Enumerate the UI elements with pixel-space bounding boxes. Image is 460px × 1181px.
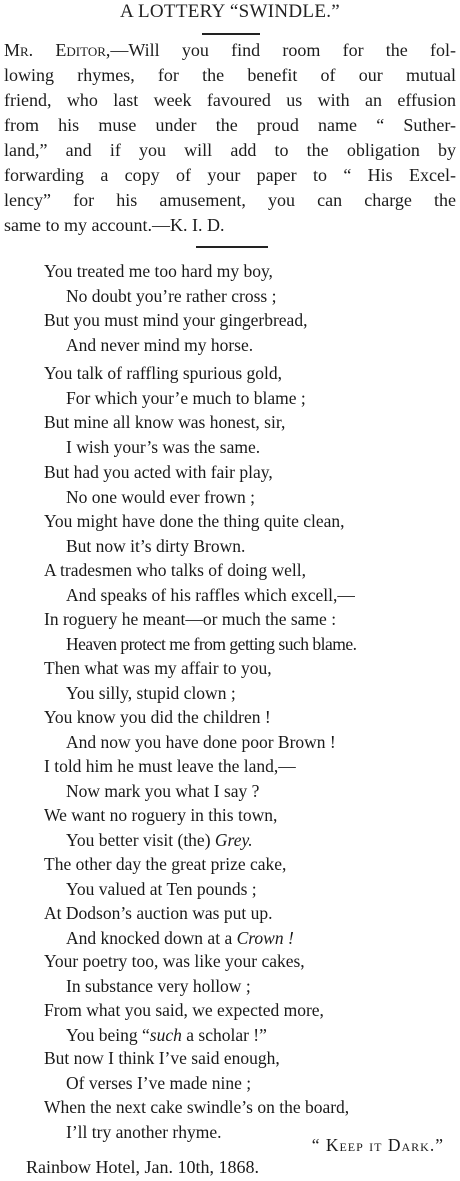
poem-stanza: [0, 460, 460, 558]
poem-line: You silly, stupid clown ;: [66, 682, 236, 703]
poem-line: You treated me too hard my boy,: [44, 261, 273, 281]
title-divider: [202, 33, 260, 35]
poem-line: You talk of raffling spurious gold,: [44, 363, 283, 383]
letter-line: lency” for his amusement, you can charge the: [4, 190, 456, 210]
poem-line: But now I think I’ve said enough,: [44, 1048, 280, 1068]
poem-stanza: [0, 1046, 460, 1144]
letter-line: lowing rhymes, for the benefit of our mutual: [4, 65, 456, 85]
poem-line: For which your’e much to blame ;: [66, 387, 306, 408]
poem-line: You might have done the thing quite clean,: [44, 511, 345, 531]
poem-stanza: [0, 949, 460, 1047]
poem-line: You valued at Ten pounds ;: [66, 878, 257, 899]
poem-line: We want no roguery in this town,: [44, 805, 278, 825]
salutation: Mr. Editor,: [4, 40, 111, 60]
poem-line: But now it’s dirty Brown.: [66, 535, 246, 556]
signature: “ Keep it Dark.”: [311, 1135, 444, 1155]
poem-stanza: [0, 754, 460, 852]
poem-line: And now you have done poor Brown !: [66, 731, 336, 752]
poem-line: You better visit (the) Grey.: [66, 829, 253, 850]
poem-line: Heaven protect me from getting such blame.: [66, 633, 357, 654]
letter-line: from his muse under the proud name “ Suther-: [4, 115, 456, 135]
letter-line: land,” and if you will add to the obligation by: [4, 140, 456, 160]
letter-line: same to my account.—K. I. D.: [4, 215, 225, 235]
poem-line: And never mind my horse.: [66, 334, 254, 355]
poem-line: But mine all know was honest, sir,: [44, 412, 286, 432]
poem-line: In substance very hollow ;: [66, 975, 251, 996]
poem-line: You being “such a scholar !”: [66, 1024, 267, 1045]
poem-line: I told him he must leave the land,—: [44, 756, 296, 776]
poem-stanza: [0, 361, 460, 459]
poem-line: A tradesmen who talks of doing well,: [44, 560, 306, 580]
poem-line: I’ll try another rhyme.: [66, 1121, 222, 1142]
poem-line: But you must mind your gingerbread,: [44, 310, 308, 330]
poem-line: No one would ever frown ;: [66, 486, 256, 507]
dateline: Rainbow Hotel, Jan. 10th, 1868.: [26, 1157, 259, 1177]
section-divider: [196, 246, 268, 248]
poem-line: And speaks of his raffles which excell,—: [66, 584, 355, 605]
poem-line: No doubt you’re rather cross ;: [66, 285, 277, 306]
letter-line: Mr. Editor,—Will you find room for the fol-: [4, 40, 456, 60]
poem-line: Of verses I’ve made nine ;: [66, 1072, 252, 1093]
poem-line: And knocked down at a Crown !: [66, 927, 294, 948]
editor-letter: [4, 38, 456, 238]
poem-line: From what you said, we expected more,: [44, 1000, 324, 1020]
poem-stanza: [0, 259, 460, 357]
letter-line: forwarding a copy of your paper to “ His Excel-: [4, 165, 456, 185]
poem-line: Your poetry too, was like your cakes,: [44, 951, 305, 971]
poem-line: At Dodson’s auction was put up.: [44, 903, 273, 923]
poem-stanza: [0, 656, 460, 754]
poem-line: You know you did the children !: [44, 707, 271, 727]
letter-line: friend, who last week favoured us with an effusion: [4, 90, 456, 110]
poem-stanza: [0, 852, 460, 950]
poem-line: In roguery he meant—or much the same :: [44, 609, 337, 629]
poem-line: But had you acted with fair play,: [44, 462, 273, 482]
poem-line: The other day the great prize cake,: [44, 854, 287, 874]
poem-line: Then what was my affair to you,: [44, 658, 272, 678]
poem-line: Now mark you what I say ?: [66, 780, 260, 801]
article-title: A LOTTERY “SWINDLE.”: [119, 1, 341, 22]
poem-stanza: [0, 558, 460, 656]
poem-line: When the next cake swindle’s on the board,: [44, 1097, 350, 1117]
poem-line: I wish your’s was the same.: [66, 436, 261, 457]
